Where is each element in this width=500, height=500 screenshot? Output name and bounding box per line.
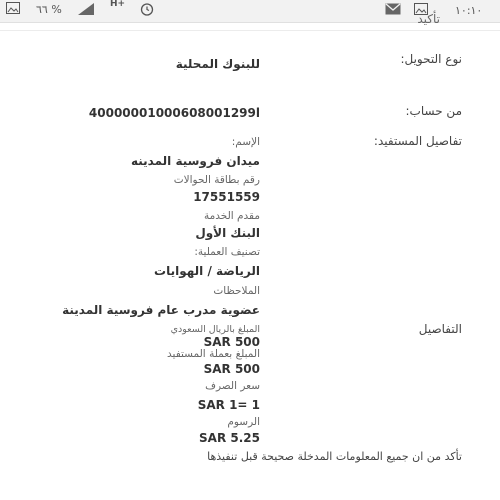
amount-beneficiary-label: المبلغ بعملة المستفيد — [167, 348, 260, 360]
details-label: التفاصيل — [418, 322, 462, 336]
card-number-value: 17551559 — [193, 190, 260, 204]
fees-value: SAR 5.25 — [199, 431, 260, 445]
amount-sar-value: SAR 500 — [203, 335, 260, 349]
amount-beneficiary-value: SAR 500 — [203, 362, 260, 376]
service-provider-value: البنك الأول — [195, 226, 260, 240]
notes-value: عضوية مدرب عام فروسية المدينة — [62, 303, 260, 317]
beneficiary-details-label: تفاصيل المستفيد: — [373, 134, 462, 148]
network-type: H+ — [110, 0, 126, 9]
notes-label: الملاحظات — [213, 285, 260, 297]
from-account-value: 40000001000608001299l — [88, 106, 260, 120]
confirmation-note: تأكد من ان جميع المعلومات المدخلة صحيحة قبل تنفيذها — [207, 450, 462, 463]
exchange-rate-value: SAR 1= 1 — [197, 398, 260, 412]
fees-label: الرسوم — [227, 416, 260, 428]
signal-icon — [78, 3, 94, 18]
category-value: الرياضة / الهوايات — [154, 264, 260, 278]
transfer-type-label: نوع التحويل: — [400, 52, 462, 66]
category-label: تصنيف العملية: — [194, 246, 260, 258]
clock-time: ١٠:١٠ — [455, 4, 483, 17]
image-icon — [6, 2, 20, 17]
battery-level: ٦٦ % — [36, 3, 62, 16]
from-account-label: من حساب: — [405, 104, 462, 118]
transfer-type-value: للبنوك المحلية — [175, 57, 260, 71]
header-divider — [0, 30, 500, 31]
beneficiary-name-label: الإسم: — [231, 136, 260, 148]
amount-sar-label: المبلغ بالريال السعودي — [170, 324, 260, 335]
alarm-icon — [140, 2, 154, 19]
beneficiary-name-value: ميدان فروسية المدينه — [130, 154, 260, 168]
exchange-rate-label: سعر الصرف — [205, 380, 260, 392]
page-title: تأكيد — [417, 12, 440, 26]
card-number-label: رقم بطاقة الحوالات — [173, 174, 260, 186]
service-provider-label: مقدم الخدمة — [204, 210, 260, 222]
mail-icon — [385, 3, 401, 18]
